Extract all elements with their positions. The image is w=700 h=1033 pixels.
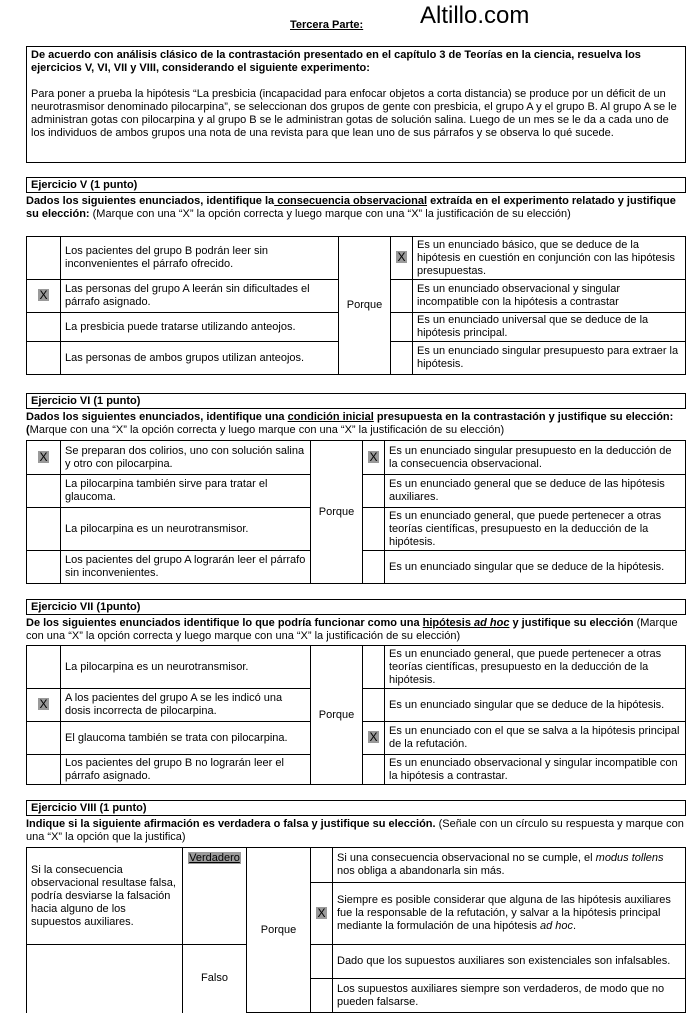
- ex8-just-mark-1[interactable]: [311, 848, 333, 883]
- ex5-desc-b: extraída en el experimento relatado y justifique su elección:: [26, 195, 676, 220]
- ex5-title-text: Ejercicio V (1 punto): [31, 179, 138, 191]
- ex6-just-mark-2[interactable]: [363, 475, 385, 508]
- ex5-option-4: Las personas de ambos grupos utilizan anteojos.: [61, 342, 339, 375]
- ex8-statement: Si la consecuencia observacional resultase falsa, podría desviarse la falsación hacia alguno de los supuestos auxiliares.: [27, 848, 183, 945]
- ex5-just-mark-1[interactable]: [391, 237, 413, 280]
- ex7-desc-c: (Marque con una “X” la opción correcta y luego marque con una “X” la justificación de su elección): [26, 617, 678, 642]
- ex7-option-x: X: [39, 697, 48, 711]
- ex7-just-mark-3[interactable]: [363, 722, 385, 755]
- ex7-desc-b: y justifique su elección: [509, 617, 634, 629]
- ex8-just-3: Dado que los supuestos auxiliares son existenciales son infalsables.: [333, 945, 686, 979]
- ex8-just-2-b: .: [573, 920, 577, 932]
- ex8-title: [26, 800, 686, 816]
- ex6-just-mark-3[interactable]: [363, 508, 385, 551]
- ex5-option-mark-2[interactable]: [27, 280, 61, 313]
- intro-box: [26, 46, 686, 163]
- ex8-row: [27, 945, 686, 979]
- ex5-just-4: Es un enunciado singular presupuesto para extraer la hipótesis.: [413, 342, 686, 375]
- ex7-desc-a: De los siguientes enunciados identifique lo que podría funcionar como una: [26, 617, 423, 629]
- ex6-row: [27, 441, 686, 475]
- ex6-option-mark-4[interactable]: [27, 551, 61, 584]
- ex7-porque: Porque: [311, 646, 363, 785]
- ex5-just-mark-3[interactable]: [391, 313, 413, 342]
- ex7-just-mark-4[interactable]: [363, 755, 385, 785]
- ex7-just-2: Es un enunciado singular que se deduce de la hipótesis.: [385, 689, 686, 722]
- ex6-option-mark-2[interactable]: [27, 475, 61, 508]
- ex5-just-3: Es un enunciado universal que se deduce de la hipótesis principal.: [413, 313, 686, 342]
- ex8-just-2-a: Siempre es posible considerar que alguna de las hipótesis auxiliares fue la responsable de la refutación, y salvar a la hipótesis principal mediante la formulación de una hipótesis: [337, 894, 671, 932]
- ex5-title: [26, 177, 686, 193]
- ex8-statement-spacer: [27, 945, 183, 1013]
- ex6-option-mark-3[interactable]: [27, 508, 61, 551]
- ex8-just-1: [333, 848, 686, 883]
- ex8-verdadero: Verdadero: [189, 852, 240, 864]
- ex6-desc-a: Dados los siguientes enunciados, identifique una: [26, 411, 288, 423]
- site-watermark: Altillo.com: [420, 2, 530, 29]
- ex6-title: [26, 393, 686, 409]
- ex8-porque: Porque: [247, 848, 311, 1013]
- ex8-falso-cell[interactable]: [183, 945, 247, 1013]
- ex6-option-3: La pilocarpina es un neurotransmisor.: [61, 508, 311, 551]
- ex8-just-x: X: [317, 905, 326, 920]
- ex5-option-mark-4[interactable]: [27, 342, 61, 375]
- ex5-just-mark-2[interactable]: [391, 280, 413, 313]
- ex8-falso: Falso: [201, 972, 228, 985]
- ex8-description: [26, 818, 686, 844]
- ex5-just-x: X: [397, 250, 406, 264]
- ex6-title-text: Ejercicio VI (1 punto): [31, 395, 141, 407]
- ex8-title-text: Ejercicio VIII (1 punto): [31, 802, 147, 814]
- intro-instruction: De acuerdo con análisis clásico de la contrastación presentado en el capítulo 3 de Teorías en la ciencia, resuelva los ejercicios V, VI, VII y VIII, considerando el siguiente experimento:: [31, 49, 641, 74]
- ex7-just-mark-1[interactable]: [363, 646, 385, 689]
- ex6-just-x: X: [369, 449, 378, 464]
- ex8-desc-a: Indique si la siguiente afirmación es verdadera o falsa y justifique su elección.: [26, 818, 436, 830]
- ex8-just-1-a: Si una consecuencia observacional no se cumple, el: [337, 852, 596, 864]
- ex7-desc-ui: ad hoc: [474, 617, 510, 629]
- ex5-option-mark-3[interactable]: [27, 313, 61, 342]
- ex8-verdadero-cell[interactable]: [183, 848, 247, 945]
- ex7-just-mark-2[interactable]: [363, 689, 385, 722]
- ex6-option-x: X: [39, 449, 48, 464]
- ex8-desc-c: (Señale con un círculo su respuesta y marque con una “X” la opción que la justifica): [26, 818, 684, 843]
- ex7-row: [27, 646, 686, 689]
- ex6-desc-u: condición inicial: [287, 411, 374, 423]
- ex7-option-mark-3[interactable]: [27, 722, 61, 755]
- ex8-just-1-b: nos obliga a abandonarla sin más.: [337, 865, 505, 877]
- ex8-just-4: Los supuestos auxiliares siempre son verdaderos, de modo que no pueden falsarse.: [333, 979, 686, 1013]
- ex7-option-3: El glaucoma también se trata con pilocarpina.: [61, 722, 311, 755]
- ex6-just-2: Es un enunciado general que se deduce de las hipótesis auxiliares.: [385, 475, 686, 508]
- ex7-table: [26, 645, 686, 785]
- intro-paragraph: Para poner a prueba la hipótesis “La presbicia (incapacidad para enfocar objetos a corta distancia) se produce por un déficit de un neurotrasmisor denominado pilocarpina”, se seleccionan dos grupos de gente con presbicia, el grupo A y el grupo B. Al grupo A se le administran gotas con pilocarpina y al grupo B se le administran gotas de solución salina. Luego de un mes se le da a cada uno de los individuos de ambos grupos una nota de una revista para que lean uno de sus párrafos y se observa lo qué sucede.: [31, 88, 677, 139]
- ex6-desc-c: Marque con una “X” la opción correcta y luego marque con una “X” la justificación de su elección): [29, 424, 505, 436]
- ex7-option-4: Los pacientes del grupo B no lograrán leer el párrafo asignado.: [61, 755, 311, 785]
- ex7-title-text: Ejercicio VII (1punto): [31, 601, 141, 613]
- ex7-just-1: Es un enunciado general, que puede pertenecer a otras teorías científicas, presupuesto en la deducción de la hipótesis.: [385, 646, 686, 689]
- ex5-option-mark-1[interactable]: [27, 237, 61, 280]
- page-title: Tercera Parte:: [290, 19, 364, 31]
- ex5-option-1: Los pacientes del grupo B podrán leer sin inconvenientes el párrafo ofrecido.: [61, 237, 339, 280]
- ex8-just-mark-3[interactable]: [311, 945, 333, 979]
- ex5-just-mark-4[interactable]: [391, 342, 413, 375]
- ex6-option-2: La pilocarpina también sirve para tratar el glaucoma.: [61, 475, 311, 508]
- ex5-row: [27, 237, 686, 280]
- ex6-description: [26, 411, 686, 437]
- ex8-row: [27, 848, 686, 883]
- ex5-desc-a: Dados los siguientes enunciados, identifique la: [26, 195, 275, 207]
- ex6-desc-b: presupuesta en la contrastación y justifique su elección: (: [26, 411, 674, 436]
- ex8-just-mark-2[interactable]: [311, 883, 333, 945]
- ex7-option-2: A los pacientes del grupo A se les indicó una dosis incorrecta de pilocarpina.: [61, 689, 311, 722]
- ex7-option-mark-4[interactable]: [27, 755, 61, 785]
- ex5-just-2: Es un enunciado observacional y singular incompatible con la hipótesis a contrastar: [413, 280, 686, 313]
- ex7-description: [26, 617, 686, 643]
- ex6-option-mark-1[interactable]: [27, 441, 61, 475]
- ex8-table: [26, 847, 686, 1013]
- ex5-desc-c: (Marque con una “X” la opción correcta y luego marque con una “X” la justificación de su elección): [89, 208, 571, 220]
- ex5-option-3: La presbicia puede tratarse utilizando anteojos.: [61, 313, 339, 342]
- ex5-porque: Porque: [339, 237, 391, 375]
- ex7-desc-u: hipótesis: [422, 617, 474, 629]
- ex6-just-1: Es un enunciado singular presupuesto en la deducción de la consecuencia observacional.: [385, 441, 686, 475]
- ex6-porque: Porque: [311, 441, 363, 584]
- ex6-just-3: Es un enunciado general, que puede pertenecer a otras teorías científicas, presupuesto en la deducción de la hipótesis.: [385, 508, 686, 551]
- ex7-just-x: X: [369, 730, 378, 744]
- ex5-table: [26, 236, 686, 375]
- ex7-just-4: Es un enunciado observacional y singular incompatible con la hipótesis a contrastar.: [385, 755, 686, 785]
- ex7-option-1: La pilocarpina es un neurotransmisor.: [61, 646, 311, 689]
- ex7-just-3: Es un enunciado con el que se salva a la hipótesis principal de la refutación.: [385, 722, 686, 755]
- ex7-option-mark-1[interactable]: [27, 646, 61, 689]
- ex8-just-mark-4[interactable]: [311, 979, 333, 1013]
- ex6-just-mark-1[interactable]: [363, 441, 385, 475]
- ex7-option-mark-2[interactable]: [27, 689, 61, 722]
- ex6-option-1: Se preparan dos colirios, uno con solución salina y otro con pilocarpina.: [61, 441, 311, 475]
- ex5-description: [26, 195, 686, 221]
- ex8-just-1-i: modus tollens: [595, 852, 664, 864]
- ex5-just-1: Es un enunciado básico, que se deduce de la hipótesis en cuestión en conjunción con las hipótesis presupuestas.: [413, 237, 686, 280]
- ex6-just-4: Es un enunciado singular que se deduce de la hipótesis.: [385, 551, 686, 584]
- ex5-option-x: X: [39, 288, 48, 302]
- ex6-table: [26, 440, 686, 584]
- ex8-just-2-i: ad hoc: [540, 920, 574, 932]
- ex6-just-mark-4[interactable]: [363, 551, 385, 584]
- ex5-option-2: Las personas del grupo A leerán sin dificultades el párrafo asignado.: [61, 280, 339, 313]
- ex8-just-2: [333, 883, 686, 945]
- ex7-title: [26, 599, 686, 615]
- ex6-option-4: Los pacientes del grupo A lograrán leer el párrafo sin inconvenientes.: [61, 551, 311, 584]
- ex5-desc-u: consecuencia observacional: [274, 195, 428, 207]
